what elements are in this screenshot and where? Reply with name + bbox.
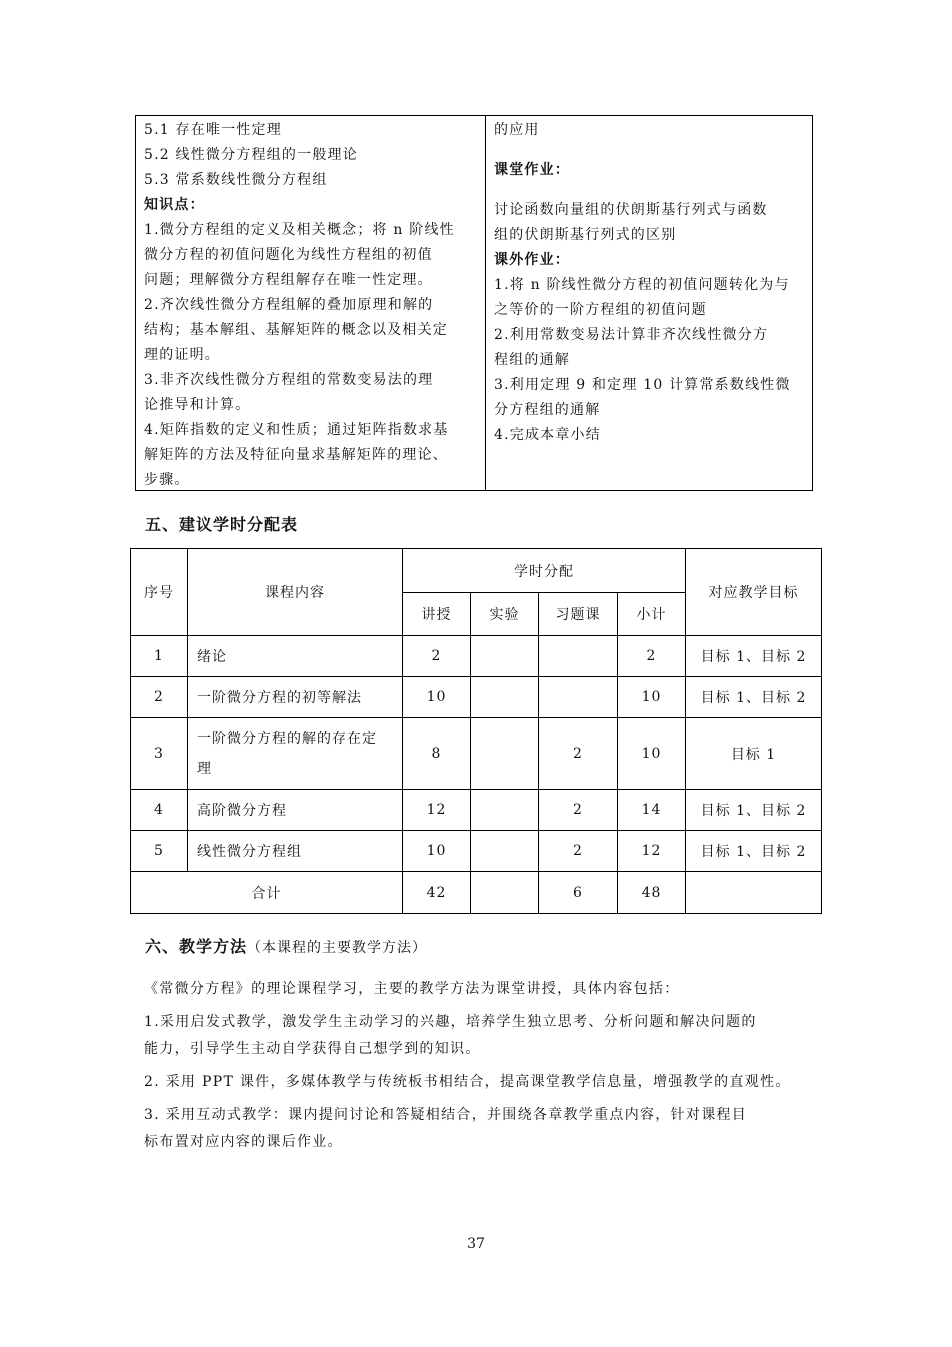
cell-lecture: 2 xyxy=(403,636,471,677)
cell-content: 线性微分方程组 xyxy=(188,831,403,872)
cell-subtotal: 10 xyxy=(618,718,686,790)
cell-goal: 目标 1 xyxy=(686,718,822,790)
cell-exercise xyxy=(539,677,618,718)
cell-exercise: 2 xyxy=(539,831,618,872)
header-subtotal: 小计 xyxy=(618,593,686,636)
total-label: 合计 xyxy=(131,872,403,914)
cell-exercise: 2 xyxy=(539,718,618,790)
total-exercise: 6 xyxy=(539,872,618,914)
table-row xyxy=(131,677,822,718)
cell-experiment xyxy=(471,790,539,831)
text-line: 微分方程的初值问题化为线性方程组的初值 xyxy=(144,247,433,263)
cell-subtotal: 2 xyxy=(618,636,686,677)
text-line: 4.矩阵指数的定义和性质；通过矩阵指数求基 xyxy=(144,422,449,438)
cell-content: 高阶微分方程 xyxy=(188,790,403,831)
cell-lecture: 8 xyxy=(403,718,471,790)
method-line: 2. 采用 PPT 课件，多媒体教学与传统板书相结合，提高课堂教学信息量，增强教学的直观性。 xyxy=(144,1074,791,1090)
teaching-methods-text xyxy=(144,976,824,1156)
spacer xyxy=(494,183,806,198)
header-experiment: 实验 xyxy=(471,593,539,636)
cell-goal: 目标 1、目标 2 xyxy=(686,790,822,831)
header-lecture: 讲授 xyxy=(403,593,471,636)
total-row xyxy=(131,872,822,914)
method-line: 3. 采用互动式教学：课内提问讨论和答疑相结合，并围绕各章教学重点内容，针对课程目 xyxy=(144,1107,748,1123)
cell-subtotal: 12 xyxy=(618,831,686,872)
text-line: 之等价的一阶方程组的初值问题 xyxy=(494,302,707,318)
total-experiment xyxy=(471,872,539,914)
bold-heading-line: 课外作业： xyxy=(494,252,570,268)
total-goal xyxy=(686,872,822,914)
cell-goal: 目标 1、目标 2 xyxy=(686,831,822,872)
text-line: 5.1 存在唯一性定理 xyxy=(144,122,282,138)
cell-seq: 2 xyxy=(131,677,188,718)
text-line: 结构；基本解组、基解矩阵的概念以及相关定 xyxy=(144,322,448,338)
credit-hour-allocation-table xyxy=(130,548,822,914)
text-line: 1.微分方程组的定义及相关概念；将 n 阶线性 xyxy=(144,222,455,238)
total-lecture: 42 xyxy=(403,872,471,914)
section6-title: 六、教学方法 xyxy=(145,937,248,956)
header-seq: 序号 xyxy=(131,549,188,636)
table-row xyxy=(131,790,822,831)
method-line: 能力，引导学生主动自学获得自己想学到的知识。 xyxy=(144,1041,481,1057)
cell-content: 一阶微分方程的解的存在定理 xyxy=(188,718,403,790)
text-line: 2.利用常数变易法计算非齐次线性微分方 xyxy=(494,327,769,343)
header-content: 课程内容 xyxy=(188,549,403,636)
table-row xyxy=(131,636,822,677)
cell-experiment xyxy=(471,831,539,872)
method-line: 1.采用启发式教学，激发学生主动学习的兴趣，培养学生独立思考、分析问题和解决问题的 xyxy=(144,1014,757,1030)
table-row xyxy=(131,718,822,790)
assignment-column xyxy=(494,118,806,448)
text-line: 2.齐次线性微分方程组解的叠加原理和解的 xyxy=(144,297,434,313)
method-line: 《常微分方程》的理论课程学习，主要的教学方法为课堂讲授，具体内容包括： xyxy=(144,981,680,997)
text-line: 3.利用定理 9 和定理 10 计算常系数线性微 xyxy=(494,377,791,393)
text-line: 讨论函数向量组的伏朗斯基行列式与函数 xyxy=(494,202,768,218)
text-line: 的应用 xyxy=(494,122,540,138)
header-goal: 对应教学目标 xyxy=(686,549,822,636)
text-line: 步骤。 xyxy=(144,472,190,488)
text-line: 1.将 n 阶线性微分方程的初值问题转化为与 xyxy=(494,277,790,293)
section5-title: 五、建议学时分配表 xyxy=(145,515,299,534)
content-column xyxy=(144,118,480,493)
text-line: 理的证明。 xyxy=(144,347,220,363)
text-line: 论推导和计算。 xyxy=(144,397,251,413)
cell-seq: 3 xyxy=(131,718,188,790)
text-line: 程组的通解 xyxy=(494,352,570,368)
cell-experiment xyxy=(471,636,539,677)
section6-heading xyxy=(145,934,427,957)
text-line: 4.完成本章小结 xyxy=(494,427,601,443)
cell-exercise: 2 xyxy=(539,790,618,831)
cell-experiment xyxy=(471,677,539,718)
method-line: 标布置对应内容的课后作业。 xyxy=(144,1134,343,1150)
cell-lecture: 10 xyxy=(403,831,471,872)
cell-goal: 目标 1、目标 2 xyxy=(686,677,822,718)
header-alloc: 学时分配 xyxy=(403,549,686,593)
table-row xyxy=(131,831,822,872)
cell-content: 一阶微分方程的初等解法 xyxy=(188,677,403,718)
column-divider xyxy=(485,116,486,490)
text-line: 问题；理解微分方程组解存在唯一性定理。 xyxy=(144,272,433,288)
cell-lecture: 10 xyxy=(403,677,471,718)
text-line: 5.3 常系数线性微分方程组 xyxy=(144,172,328,188)
text-line: 解矩阵的方法及特征向量求基解矩阵的理论、 xyxy=(144,447,448,463)
spacer xyxy=(494,143,806,158)
cell-exercise xyxy=(539,636,618,677)
cell-subtotal: 10 xyxy=(618,677,686,718)
text-line: 组的伏朗斯基行列式的区别 xyxy=(494,227,677,243)
bold-heading-line: 课堂作业： xyxy=(494,162,570,178)
cell-seq: 1 xyxy=(131,636,188,677)
syllabus-continuation-table xyxy=(135,115,813,491)
cell-lecture: 12 xyxy=(403,790,471,831)
cell-content: 绪论 xyxy=(188,636,403,677)
text-line: 5.2 线性微分方程组的一般理论 xyxy=(144,147,358,163)
cell-subtotal: 14 xyxy=(618,790,686,831)
text-line: 3.非齐次线性微分方程组的常数变易法的理 xyxy=(144,372,434,388)
cell-goal: 目标 1、目标 2 xyxy=(686,636,822,677)
cell-experiment xyxy=(471,718,539,790)
text-line: 分方程组的通解 xyxy=(494,402,601,418)
header-exercise: 习题课 xyxy=(539,593,618,636)
cell-seq: 4 xyxy=(131,790,188,831)
bold-heading-line: 知识点： xyxy=(144,197,205,213)
cell-seq: 5 xyxy=(131,831,188,872)
page-number: 37 xyxy=(467,1236,485,1252)
total-subtotal: 48 xyxy=(618,872,686,914)
section6-note: （本课程的主要教学方法） xyxy=(247,940,428,956)
